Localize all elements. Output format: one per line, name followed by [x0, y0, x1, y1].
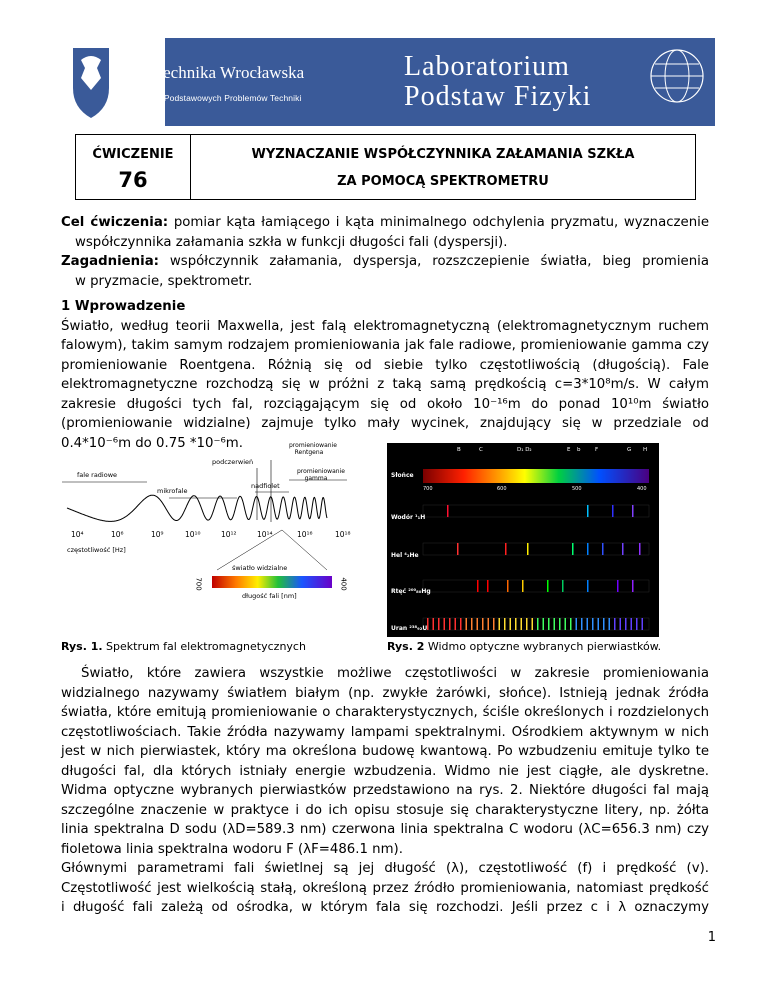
spectral-line	[543, 618, 545, 630]
spectral-line	[592, 618, 594, 630]
spectral-line	[603, 618, 605, 630]
section-heading: 1 Wprowadzenie	[61, 299, 186, 314]
spectral-line	[433, 618, 435, 630]
exercise-number: 76	[118, 168, 148, 192]
spectral-line	[527, 543, 529, 555]
spectral-line	[554, 618, 556, 630]
spectral-line	[587, 543, 589, 555]
goal-paragraph: Cel ćwiczenia: pomiar kąta łamiącego i kąta minimalnego odchylenia pryzmatu, wyznaczenie współczynnika załamania szkła w funkcji długości fali (dyspersji). Zagadnienia: współczynnik załamania, dyspersja, rozszczepienie światła, bieg promienia w pryzmacie, spektrometr.	[61, 215, 709, 289]
spectral-line	[444, 618, 446, 630]
spectral-line	[620, 618, 622, 630]
spectral-line	[614, 618, 616, 630]
spectral-line	[612, 505, 614, 517]
spectral-line	[559, 618, 561, 630]
figure-2-caption: Rys. 2 Widmo optyczne wybranych pierwiastków.	[387, 640, 662, 653]
spectral-line	[537, 618, 539, 630]
spectral-line	[562, 580, 564, 592]
spectral-line	[460, 618, 462, 630]
spectral-line	[587, 580, 589, 592]
spectral-line	[636, 618, 638, 630]
header-banner	[53, 38, 715, 126]
paragraph-2: Światło, które zawiera wszystkie możliwe częstotliwości w zakresie promieniowania widzialnego nazywamy światłem białym (np. zwykłe żarówki, słońce). Istnieją jednak źródła światła, które emitują promieniowanie o charakterystycznych, ściśle określonych i rozdzielonych częstotliwościach. Takie źródła nazywamy lampami spektralnymi. Ośrodkiem aktywnym w nich jest w nich pierwiastek, który ma określona budowę kwantową. Po wzbudzeniu emituje tylko te długości fal, dla których istniały energie wzbudzenia. Widmo nie jest ciągłe, ale dyskretne. Widma optyczne wybranych pierwiastków przedstawiono na rys. 2. Niektóre długości fal mają szczególne znaczenie w praktyce i do ich opisu stosuje się charakterystyczne litery, np. żółta linia spektralna D sodu (λD=589.3 nm) czerwona linia spektralna C wodoru (λC=656.3 nm) czy fioletowa linia spektralna wodoru F (λF=486.1 nm). Głównymi parametrami fali świetlnej są jej długość (λ), częstotliwość (f) i prędkość (v). Częstotliwość jest wielkością stałą, określoną przez źródło promieniowania, natomiast prędkość i długość fali zależą od ośrodka, w którym fala się rozchodzi. Jeśli przez c i λ oznaczymy	[61, 666, 709, 915]
spectral-line	[581, 618, 583, 630]
spectral-line	[471, 618, 473, 630]
spectral-line	[639, 543, 641, 555]
spectral-line	[625, 618, 627, 630]
spectral-line	[587, 618, 589, 630]
spectral-line	[598, 618, 600, 630]
spectrum-row	[423, 580, 649, 592]
spectral-line	[570, 618, 572, 630]
spectral-line	[447, 505, 449, 517]
spectral-line	[587, 505, 589, 517]
spectral-line	[532, 618, 534, 630]
exercise-label: ĆWICZENIE	[92, 147, 174, 162]
spectrum-row	[423, 543, 649, 555]
page-number: 1	[707, 930, 716, 945]
spectrum-row	[423, 505, 649, 517]
title-line-1: WYZNACZANIE WSPÓŁCZYNNIKA ZAŁAMANIA SZKŁA	[251, 147, 635, 162]
globe-icon	[645, 44, 709, 108]
spectral-line	[631, 618, 633, 630]
figure-element-spectra: Słońce Wodór ¹₁H Hel ⁴₂He Rtęć ²⁰⁰₈₀Hg Uran ²³⁸₉₂U B C D₁ D₂ E b F G H 700 600 500 400	[387, 443, 659, 637]
spectral-line	[477, 618, 479, 630]
spectral-line	[510, 618, 512, 630]
faculty-name: Wydział Podstawowych Problemów Techniki	[131, 93, 302, 103]
title-table	[75, 134, 696, 200]
spectral-line	[499, 618, 501, 630]
spectral-line	[565, 618, 567, 630]
spectral-line	[505, 543, 507, 555]
spectral-line	[504, 618, 506, 630]
spectral-line	[507, 580, 509, 592]
spectral-line	[548, 618, 550, 630]
university-name: Politechnika Wrocławska	[131, 63, 305, 82]
spectral-line	[457, 543, 459, 555]
lab-title: Laboratorium Podstaw Fizyki	[404, 51, 592, 112]
spectral-line	[521, 618, 523, 630]
section-1: 1 Wprowadzenie Światło, według teorii Maxwella, jest falą elektromagnetyczną (elektromagnetycznym ruchem falowym), takim samym rodzajem promieniowania jak fale radiowe, promieniowanie gamma czy promieniowanie Roentgena. Różnią się od siebie tylko częstotliwością (długością). Fale elektromagnetyczne rozchodzą się w próżni z taką samą prędkością c=3*10⁸m/s. W całym zakresie długości tych fal, rozciągającym się od około 10⁻¹⁶m do ponad 10¹⁰m światło (promieniowanie widzialne) zajmuje tylko mały wycinek, znajdujący się w przedziale od 0.4*10⁻⁶m do 0.75 *10⁻⁶m.	[61, 299, 709, 451]
spectral-line	[488, 618, 490, 630]
figure-em-spectrum: fale radiowe mikrofale podczerwień nadfiolet promieniowanie Rentgena promieniowanie gamma 10⁴ 10⁶ 10⁹ 10¹⁰ 10¹² 10¹⁴ 10¹⁶ 10¹⁸ częstotliwość [Hz] światło widzialne długość fali [nm] 700 400	[67, 442, 351, 600]
spectral-line	[493, 618, 495, 630]
title-line-2: ZA POMOCĄ SPEKTROMETRU	[337, 174, 549, 189]
spectral-line	[632, 505, 634, 517]
spectral-line	[576, 618, 578, 630]
spectral-line	[438, 618, 440, 630]
figure-1-caption: Rys. 1. Spektrum fal elektromagnetycznych	[61, 640, 306, 653]
spectral-line	[455, 618, 457, 630]
spectral-line	[642, 618, 644, 630]
spectral-line	[632, 580, 634, 592]
spectral-line	[609, 618, 611, 630]
spectral-line	[526, 618, 528, 630]
spectral-line	[547, 580, 549, 592]
spectral-line	[466, 618, 468, 630]
spectral-line	[477, 580, 479, 592]
spectral-line	[522, 580, 524, 592]
spectral-line	[449, 618, 451, 630]
spectral-line	[572, 543, 574, 555]
spectral-line	[617, 580, 619, 592]
spectral-line	[602, 543, 604, 555]
spectral-line	[482, 618, 484, 630]
spectral-line	[515, 618, 517, 630]
spectral-line	[622, 543, 624, 555]
spectral-line	[487, 580, 489, 592]
